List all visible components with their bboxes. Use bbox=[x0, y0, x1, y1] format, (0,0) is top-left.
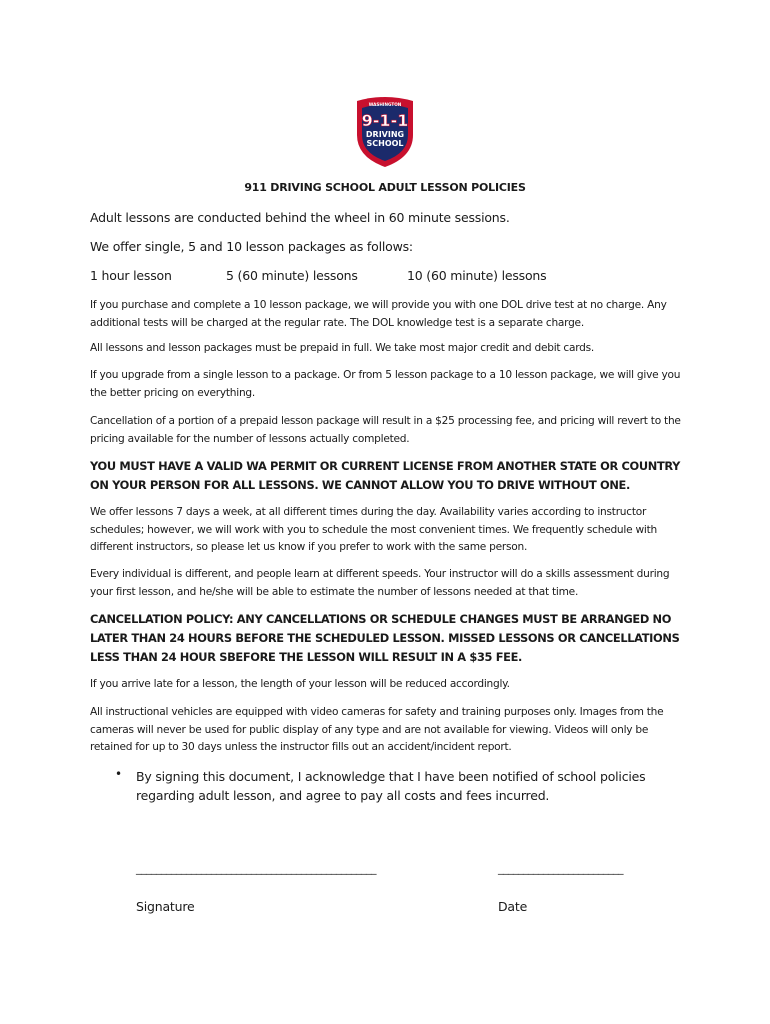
paragraph-assessment: Every individual is different, and people learn at different speeds. Your instructor will do a skills assessment during your first lesson, and he/she will be able to estimate the number of lessons needed at that time. bbox=[90, 568, 670, 598]
paragraph-video-cameras: All instructional vehicles are equipped with video cameras for safety and training purposes only. Images from the cameras will never be used for public display of any type and are not available for viewing. Videos will only be retained for up to 30 days unless the instructor fills out an accident/incident report. bbox=[90, 706, 664, 753]
acknowledgement-bullet: • bbox=[115, 767, 123, 781]
cancellation-policy-notice: CANCELLATION POLICY: ANY CANCELLATIONS OR SCHEDULE CHANGES MUST BE ARRANGED NO LATER THAN 24 HOURS BEFORE THE SCHEDULED LESSON. MISSED LESSONS OR CANCELLATIONS LESS THAN 24 HOUR SBEFORE THE LESSON WILL RESULT IN A $35 FEE. bbox=[90, 612, 680, 664]
offer-text: We offer single, 5 and 10 lesson packages as follows: bbox=[90, 239, 413, 254]
page-title: 911 DRIVING SCHOOL ADULT LESSON POLICIES bbox=[244, 181, 526, 194]
package-single: 1 hour lesson bbox=[90, 268, 172, 283]
intro-text: Adult lessons are conducted behind the wheel in 60 minute sessions. bbox=[90, 210, 510, 225]
paragraph-upgrade: If you upgrade from a single lesson to a package. Or from 5 lesson package to a 10 lesson package, we will give you the better pricing on everything. bbox=[90, 369, 681, 399]
paragraph-cancellation-fee: Cancellation of a portion of a prepaid lesson package will result in a $25 processing fee, and pricing will revert to the pricing available for the number of lessons actually completed. bbox=[90, 415, 681, 445]
logo-line2: SCHOOL bbox=[366, 139, 404, 148]
logo-arc-text: WASHINGTON bbox=[368, 102, 402, 107]
driving-school-logo bbox=[353, 95, 417, 169]
signature-label: Signature bbox=[136, 899, 195, 914]
packages-row bbox=[0, 268, 770, 286]
signature-line[interactable]: ________________________________________________ bbox=[136, 862, 376, 875]
date-label: Date bbox=[498, 899, 528, 914]
logo-line1: DRIVING bbox=[365, 130, 405, 139]
paragraph-availability: We offer lessons 7 days a week, at all different times during the day. Availability varies according to instructor schedules; however, we will work with you to schedule the most convenient times. We frequently schedule with different instructors, so please let us know if you prefer to work with the same person. bbox=[90, 506, 657, 553]
package-ten: 10 (60 minute) lessons bbox=[407, 268, 547, 283]
paragraph-dol-test: If you purchase and complete a 10 lesson package, we will provide you with one DOL drive test at no charge. Any additional tests will be charged at the regular rate. The DOL knowledge test is a separate charge. bbox=[90, 299, 667, 329]
acknowledgement-text: By signing this document, I acknowledge that I have been notified of school policies regarding adult lesson, and agree to pay all costs and fees incurred. bbox=[136, 769, 646, 803]
paragraph-late-arrival: If you arrive late for a lesson, the length of your lesson will be reduced accordingly. bbox=[90, 678, 510, 690]
paragraph-prepaid: All lessons and lesson packages must be prepaid in full. We take most major credit and debit cards. bbox=[90, 342, 595, 354]
logo-number: 9-1-1 bbox=[361, 111, 409, 130]
permit-notice: YOU MUST HAVE A VALID WA PERMIT OR CURRENT LICENSE FROM ANOTHER STATE OR COUNTRY ON YOUR PERSON FOR ALL LESSONS. WE CANNOT ALLOW YOU TO DRIVE WITHOUT ONE. bbox=[90, 459, 681, 492]
package-five: 5 (60 minute) lessons bbox=[226, 268, 358, 283]
date-line[interactable]: _________________________ bbox=[498, 862, 623, 875]
